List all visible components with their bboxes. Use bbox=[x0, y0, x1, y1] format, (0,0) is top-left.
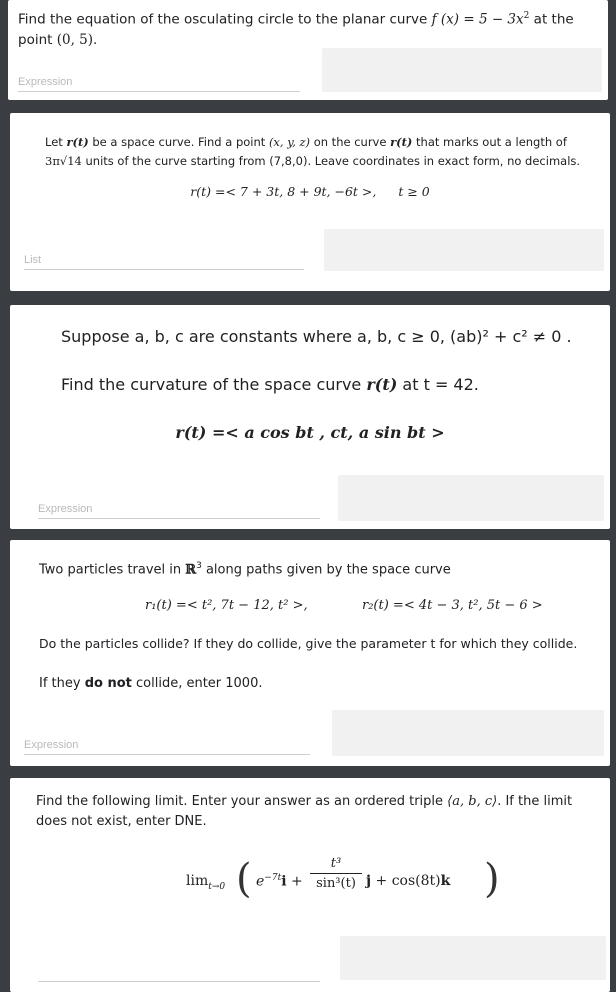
answer-input-1[interactable]: Expression bbox=[18, 76, 300, 92]
limit-expression: $\lim_{t\to 0}$ ( $e^{-7t}i$ + t³ sin³(t) j + cos(8t)k ) bbox=[186, 856, 500, 902]
question-3-formula: r(t) =< a cos bt , ct, a sin bt > bbox=[175, 423, 445, 442]
question-2-text: Let r(t) be a space curve. Find a point (x, y, z) on the curve r(t) that marks out a length of 3π√14 units of the curve starting from (7,8,0). Leave coordinates in exact form, no decimals. bbox=[45, 135, 581, 168]
answer-feedback-box-2 bbox=[324, 229, 604, 271]
question-4-line-3: Do the particles collide? If they do collide, give the parameter t for which they collide. bbox=[39, 636, 578, 651]
question-card-5 bbox=[10, 778, 610, 992]
answer-input-2[interactable]: List bbox=[24, 254, 304, 270]
answer-feedback-box-1 bbox=[322, 48, 602, 92]
question-4-line-1: Two particles travel in ℝ$^3$ along paths given by the space curve bbox=[39, 561, 451, 578]
answer-input-5[interactable] bbox=[38, 980, 320, 982]
question-card-4 bbox=[10, 540, 610, 766]
question-4-r1: r₁(t) =< t², 7t − 12, t² >, bbox=[145, 598, 308, 613]
question-card-3 bbox=[10, 305, 610, 529]
answer-input-4[interactable]: Expression bbox=[24, 739, 310, 755]
question-4-line-4: If they do not collide, enter 1000. bbox=[39, 676, 263, 691]
question-3-line-2: Find the curvature of the space curve r(t) at t = 42. bbox=[61, 375, 479, 394]
question-5-text: Find the following limit. Enter your answer as an ordered triple ⟨a, b, c⟩. If the limit does not exist, enter DNE. bbox=[36, 794, 573, 829]
question-card-1 bbox=[8, 0, 608, 100]
question-2-formula: r(t) =< 7 + 3t, 8 + 9t, −6t >, t ≥ 0 bbox=[190, 184, 430, 199]
question-card-2 bbox=[10, 113, 610, 291]
question-1-text: Find the equation of the osculating circle to the planar curve f $(x) = 5 - 3x^2$ at the point (0, 5). bbox=[18, 11, 574, 48]
question-3-line-1: Suppose a, b, c are constants where a, b, c ≥ 0, (ab)² + c² ≠ 0 . bbox=[61, 327, 572, 346]
question-4-r2: r₂(t) =< 4t − 3, t², 5t − 6 > bbox=[362, 598, 543, 613]
answer-input-3[interactable]: Expression bbox=[38, 503, 320, 519]
answer-feedback-box-4 bbox=[332, 710, 604, 756]
answer-feedback-box-5 bbox=[340, 936, 606, 980]
answer-feedback-box-3 bbox=[338, 475, 604, 521]
